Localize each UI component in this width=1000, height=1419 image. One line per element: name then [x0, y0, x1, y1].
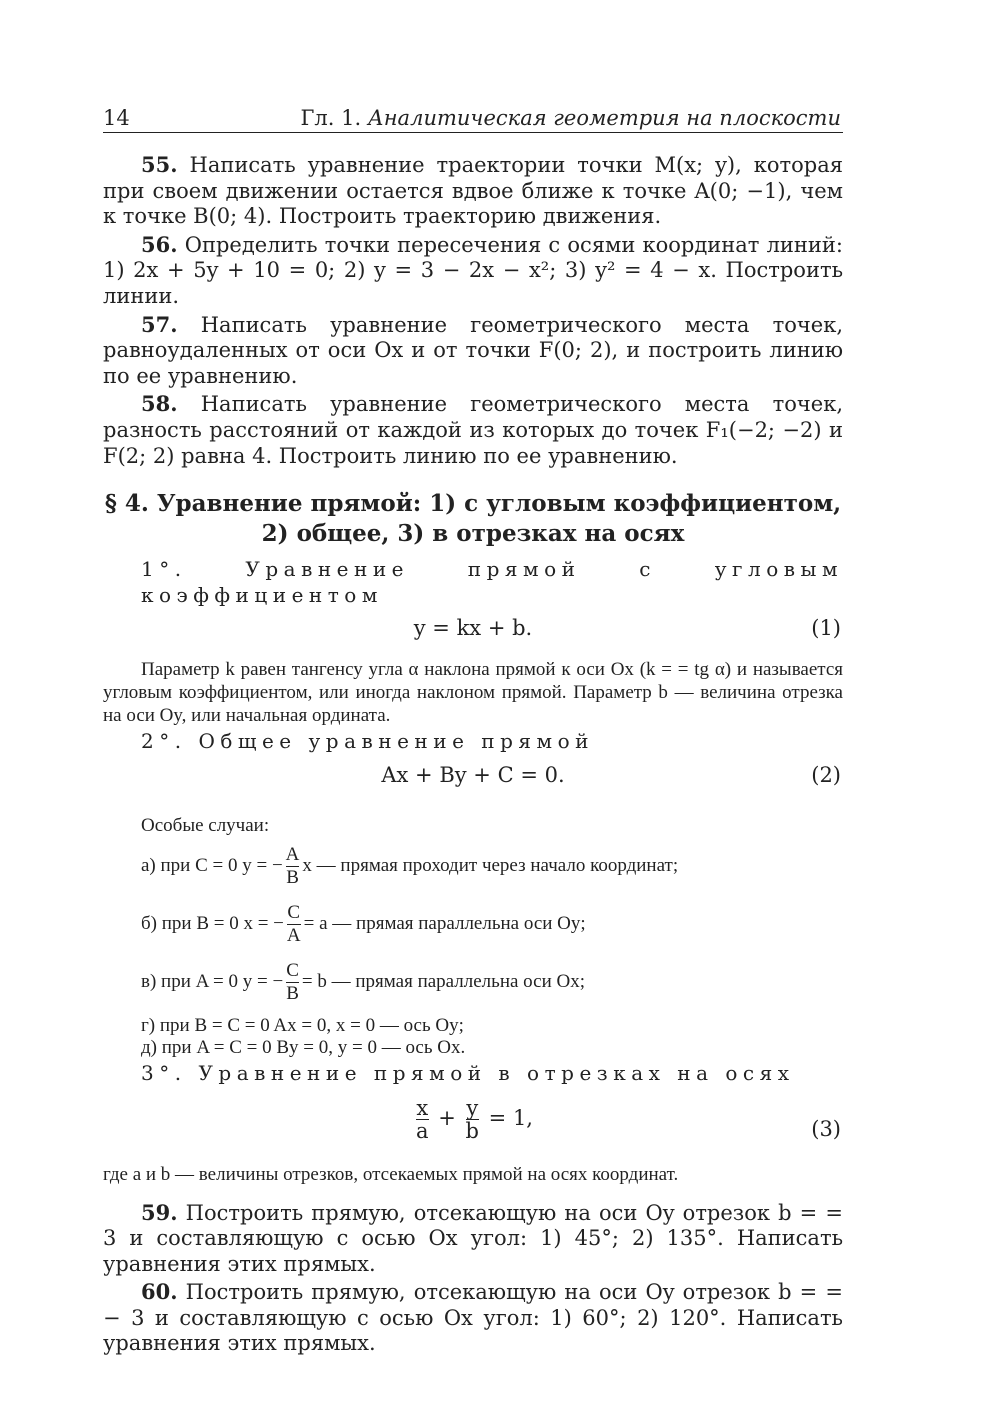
part1-text: Параметр k равен тангенсу угла α наклона прямой к оси Ox (k = = tg α) и называется угловым коэффициентом, или иногда наклоном прямой. Параметр b — величина отрезка на оси Oy, или начальная ордината.	[103, 659, 843, 727]
equation-number: (2)	[811, 762, 841, 787]
equation-text: y = kx + b.	[413, 616, 533, 641]
equation-text: Ax + By + C = 0.	[381, 762, 565, 787]
equation-text	[103, 1097, 843, 1142]
page-body	[103, 152, 843, 1359]
denominator: A	[286, 925, 301, 947]
problem-number: 57.	[141, 311, 178, 337]
problem-number: 60.	[141, 1279, 178, 1305]
problem-55	[103, 152, 843, 230]
subheading-2: 2°. Общее уравнение прямой	[141, 729, 594, 754]
problem-number: 55.	[141, 152, 178, 177]
case-text: б) при B = 0 x = −	[141, 912, 284, 934]
problem-58	[103, 391, 843, 469]
numerator: x	[416, 1095, 429, 1120]
problem-text: Написать уравнение геометрического места точек, равноудаленных от оси Ox и от точки F(0; 2), и построить линию по ее уравнению.	[103, 312, 843, 388]
problem-60	[103, 1279, 843, 1357]
problem-text: Написать уравнение траектории точки M(x; y), которая при своем движении остается вдвое ближе к точке A(0; −1), чем к точке B(0; 4). Построить траекторию движения.	[103, 153, 843, 229]
denominator: b	[465, 1118, 479, 1143]
equation-tail: = 1,	[488, 1105, 533, 1130]
fraction	[286, 844, 300, 889]
problem-number: 56.	[141, 231, 178, 257]
problem-text: Написать уравнение геометрического места точек, разность расстояний от каждой из которых до точек F₁(−2; −2) и F(2; 2) равна 4. Построить линию по ее уравнению.	[103, 392, 843, 468]
case-text: = b — прямая параллельна оси Ox;	[301, 970, 585, 992]
problem-number: 58.	[141, 391, 178, 417]
equation-1	[103, 608, 843, 648]
problem-text: Построить прямую, отсекающую на оси Oy отрезок b = = 3 и составляющую с осью Ox угол: 1) 45°; 2) 135°. Написать уравнения этих прямых.	[103, 1200, 843, 1276]
chapter-name: Аналитическая геометрия на плоскости	[367, 106, 841, 130]
equation-number: (3)	[811, 1116, 841, 1141]
fraction-y-b	[466, 1097, 479, 1142]
equation-number: (1)	[811, 616, 841, 641]
fraction	[287, 902, 301, 947]
chapter-title	[300, 106, 841, 130]
plus-sign: +	[438, 1105, 456, 1130]
case-text: в) при A = 0 y = −	[141, 970, 284, 992]
numerator: A	[285, 844, 300, 866]
problem-text: Определить точки пересечения с осями координат линий: 1) 2x + 5y + 10 = 0; 2) y = 3 − 2x − x²; 3) y² = 4 − x. Построить линии.	[103, 232, 843, 308]
denominator: B	[286, 867, 299, 889]
case-e: д) при A = C = 0 By = 0, y = 0 — ось Ox.	[141, 1036, 466, 1058]
case-text: x — прямая проходит через начало координат;	[302, 854, 679, 876]
case-c	[141, 953, 843, 1011]
subheading-3: 3°. Уравнение прямой в отрезках на осях	[141, 1060, 795, 1085]
page-number: 14	[103, 106, 130, 130]
section-heading	[103, 489, 843, 549]
running-header	[103, 106, 843, 133]
equation-3	[103, 1087, 843, 1153]
section-heading-line1: § 4. Уравнение прямой: 1) с угловым коэффициентом,	[104, 490, 842, 518]
subheading-1: 1°. Уравнение прямой с угловым коэффициентом	[141, 557, 843, 607]
section-heading-line2: 2) общее, 3) в отрезках на осях	[261, 520, 685, 548]
case-text: = a — прямая параллельна оси Oy;	[303, 912, 586, 934]
numerator: C	[287, 902, 301, 924]
part3-text: где a и b — величины отрезков, отсекаемых прямой на осях координат.	[103, 1163, 679, 1185]
fraction	[286, 960, 299, 1005]
case-text: а) при C = 0 y = −	[141, 854, 283, 876]
problem-56	[103, 232, 843, 310]
problem-number: 59.	[141, 1199, 178, 1225]
case-d: г) при B = C = 0 Ax = 0, x = 0 — ось Oy;	[141, 1014, 464, 1036]
case-a	[141, 837, 843, 895]
fraction-x-a	[416, 1097, 429, 1142]
denominator: a	[416, 1118, 429, 1143]
special-cases-label: Особые случаи:	[141, 814, 270, 836]
problem-59	[103, 1200, 843, 1278]
numerator: C	[286, 960, 299, 982]
equation-2	[103, 755, 843, 795]
problem-57	[103, 312, 843, 390]
problem-text: Построить прямую, отсекающую на оси Oy отрезок b = = − 3 и составляющую с осью Ox угол: 1) 60°; 2) 120°. Написать уравнения этих прямых.	[103, 1280, 843, 1356]
case-b	[141, 895, 843, 953]
chapter-label: Гл. 1.	[300, 106, 362, 130]
denominator: B	[286, 983, 299, 1005]
numerator: y	[466, 1095, 479, 1120]
